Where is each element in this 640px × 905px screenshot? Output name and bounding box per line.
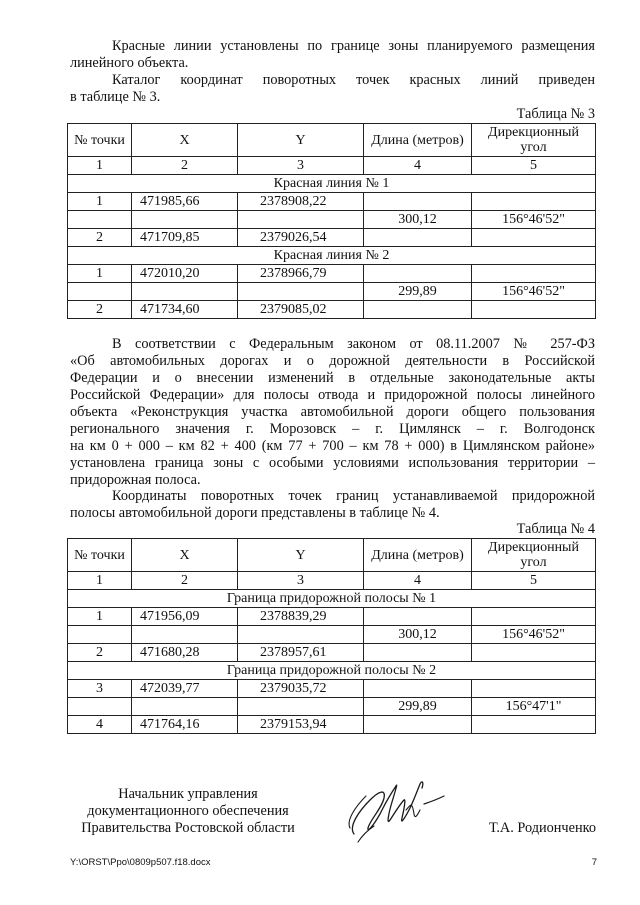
col-header-length: Длина (метров) xyxy=(364,124,472,157)
coords-line: Координаты поворотных точек границ устанавливаемой придорожной xyxy=(112,488,595,504)
intro-line: Каталог координат поворотных точек красных линий приведен xyxy=(112,72,595,88)
col-header-y: Y xyxy=(238,124,364,157)
handwritten-signature xyxy=(340,770,450,850)
column-number: 5 xyxy=(472,157,596,175)
law-line: «Об автомобильных дорогах и о дорожной деятельности в Российской xyxy=(70,353,595,369)
position-line: Правительства Ростовской области xyxy=(81,820,295,836)
page-number: 7 xyxy=(591,857,597,868)
intro-paragraph xyxy=(70,38,595,106)
point-number: 3 xyxy=(68,680,132,698)
table-row xyxy=(68,265,596,283)
point-y: 2379153,94 xyxy=(238,716,364,734)
section-title: Граница придорожной полосы № 2 xyxy=(68,662,596,680)
point-number: 1 xyxy=(68,265,132,283)
segment-length: 300,12 xyxy=(364,211,472,229)
point-x: 472039,77 xyxy=(132,680,238,698)
column-number: 3 xyxy=(238,157,364,175)
intro-line: в таблице № 3. xyxy=(70,89,161,105)
point-x: 471709,85 xyxy=(132,229,238,247)
section-title-row xyxy=(68,247,596,265)
point-y: 2379085,02 xyxy=(238,301,364,319)
point-y: 2379035,72 xyxy=(238,680,364,698)
segment-length: 299,89 xyxy=(364,698,472,716)
position-line: Начальник управления xyxy=(118,786,258,802)
law-paragraph xyxy=(70,336,595,489)
signatory-name: Т.А. Родионченко xyxy=(489,820,596,836)
point-x: 471985,66 xyxy=(132,193,238,211)
law-line: Федерации и о внесении изменений в отдельные законодательные акты xyxy=(70,370,595,386)
point-x: 472010,20 xyxy=(132,265,238,283)
point-number: 4 xyxy=(68,716,132,734)
table4-caption: Таблица № 4 xyxy=(516,521,595,537)
law-line: В соответствии с Федеральным законом от 08.11.2007 № 257-ФЗ xyxy=(112,336,595,352)
column-number: 1 xyxy=(68,572,132,590)
coords-line: полосы автомобильной дороги представлены в таблице № 4. xyxy=(70,505,440,521)
section-title-row xyxy=(68,662,596,680)
table-row xyxy=(68,211,596,229)
intro-line: Красные линии установлены по границе зоны планируемого размещения xyxy=(112,38,595,54)
table-row xyxy=(68,283,596,301)
col-header-y: Y xyxy=(238,539,364,572)
point-x: 471764,16 xyxy=(132,716,238,734)
intro-line: линейного объекта. xyxy=(70,55,189,71)
segment-angle: 156°47'1" xyxy=(472,698,596,716)
table-header-row xyxy=(68,124,596,157)
point-y: 2378908,22 xyxy=(238,193,364,211)
column-number: 3 xyxy=(238,572,364,590)
col-header-angle: Дирекционный угол xyxy=(472,539,596,572)
point-x: 471734,60 xyxy=(132,301,238,319)
col-header-x: X xyxy=(132,539,238,572)
segment-angle: 156°46'52" xyxy=(472,626,596,644)
table-row xyxy=(68,608,596,626)
column-number-row xyxy=(68,157,596,175)
section-title: Красная линия № 2 xyxy=(68,247,596,265)
column-number: 5 xyxy=(472,572,596,590)
point-number: 1 xyxy=(68,193,132,211)
point-number: 1 xyxy=(68,608,132,626)
col-header-angle: Дирекционный угол xyxy=(472,124,596,157)
law-line: придорожная полоса. xyxy=(70,472,201,488)
point-x: 471956,09 xyxy=(132,608,238,626)
section-title: Граница придорожной полосы № 1 xyxy=(68,590,596,608)
table-row xyxy=(68,644,596,662)
table3 xyxy=(67,123,596,319)
signatory-position xyxy=(68,786,308,837)
point-number: 2 xyxy=(68,229,132,247)
law-line: на км 0 + 000 – км 82 + 400 (км 77 + 700 – км 78 + 000) в Цимлянском районе» xyxy=(70,438,595,454)
section-title: Красная линия № 1 xyxy=(68,175,596,193)
section-title-row xyxy=(68,175,596,193)
segment-angle: 156°46'52" xyxy=(472,211,596,229)
table-row xyxy=(68,193,596,211)
table-row xyxy=(68,626,596,644)
col-header-x: X xyxy=(132,124,238,157)
col-header-point: № точки xyxy=(68,124,132,157)
column-number: 4 xyxy=(364,157,472,175)
segment-length: 299,89 xyxy=(364,283,472,301)
point-y: 2378966,79 xyxy=(238,265,364,283)
point-number: 2 xyxy=(68,301,132,319)
law-line: регионального значения г. Морозовск – г. Цимлянск – г. Волгодонск xyxy=(70,421,595,437)
footer-file-path: Y:\ORST\Ppo\0809p507.f18.docx xyxy=(70,857,211,868)
law-line: Российской Федерации» для полосы отвода и придорожной полосы линейного xyxy=(70,387,595,403)
table-row xyxy=(68,301,596,319)
column-number: 2 xyxy=(132,157,238,175)
point-y: 2378839,29 xyxy=(238,608,364,626)
column-number: 2 xyxy=(132,572,238,590)
col-header-point: № точки xyxy=(68,539,132,572)
segment-length: 300,12 xyxy=(364,626,472,644)
point-y: 2378957,61 xyxy=(238,644,364,662)
table-row xyxy=(68,716,596,734)
table3-caption: Таблица № 3 xyxy=(516,106,595,122)
point-x: 471680,28 xyxy=(132,644,238,662)
table4 xyxy=(67,538,596,734)
position-line: документационного обеспечения xyxy=(87,803,289,819)
col-header-length: Длина (метров) xyxy=(364,539,472,572)
column-number: 1 xyxy=(68,157,132,175)
law-line: установлена граница зоны с особыми условиями использования территории – xyxy=(70,455,595,471)
table-header-row xyxy=(68,539,596,572)
law-line: объекта «Реконструкция участка автомобильной дороги общего пользования xyxy=(70,404,595,420)
coords-paragraph xyxy=(70,488,595,522)
table-row xyxy=(68,680,596,698)
column-number: 4 xyxy=(364,572,472,590)
table-row xyxy=(68,229,596,247)
point-y: 2379026,54 xyxy=(238,229,364,247)
table-row xyxy=(68,698,596,716)
segment-angle: 156°46'52" xyxy=(472,283,596,301)
section-title-row xyxy=(68,590,596,608)
column-number-row xyxy=(68,572,596,590)
point-number: 2 xyxy=(68,644,132,662)
